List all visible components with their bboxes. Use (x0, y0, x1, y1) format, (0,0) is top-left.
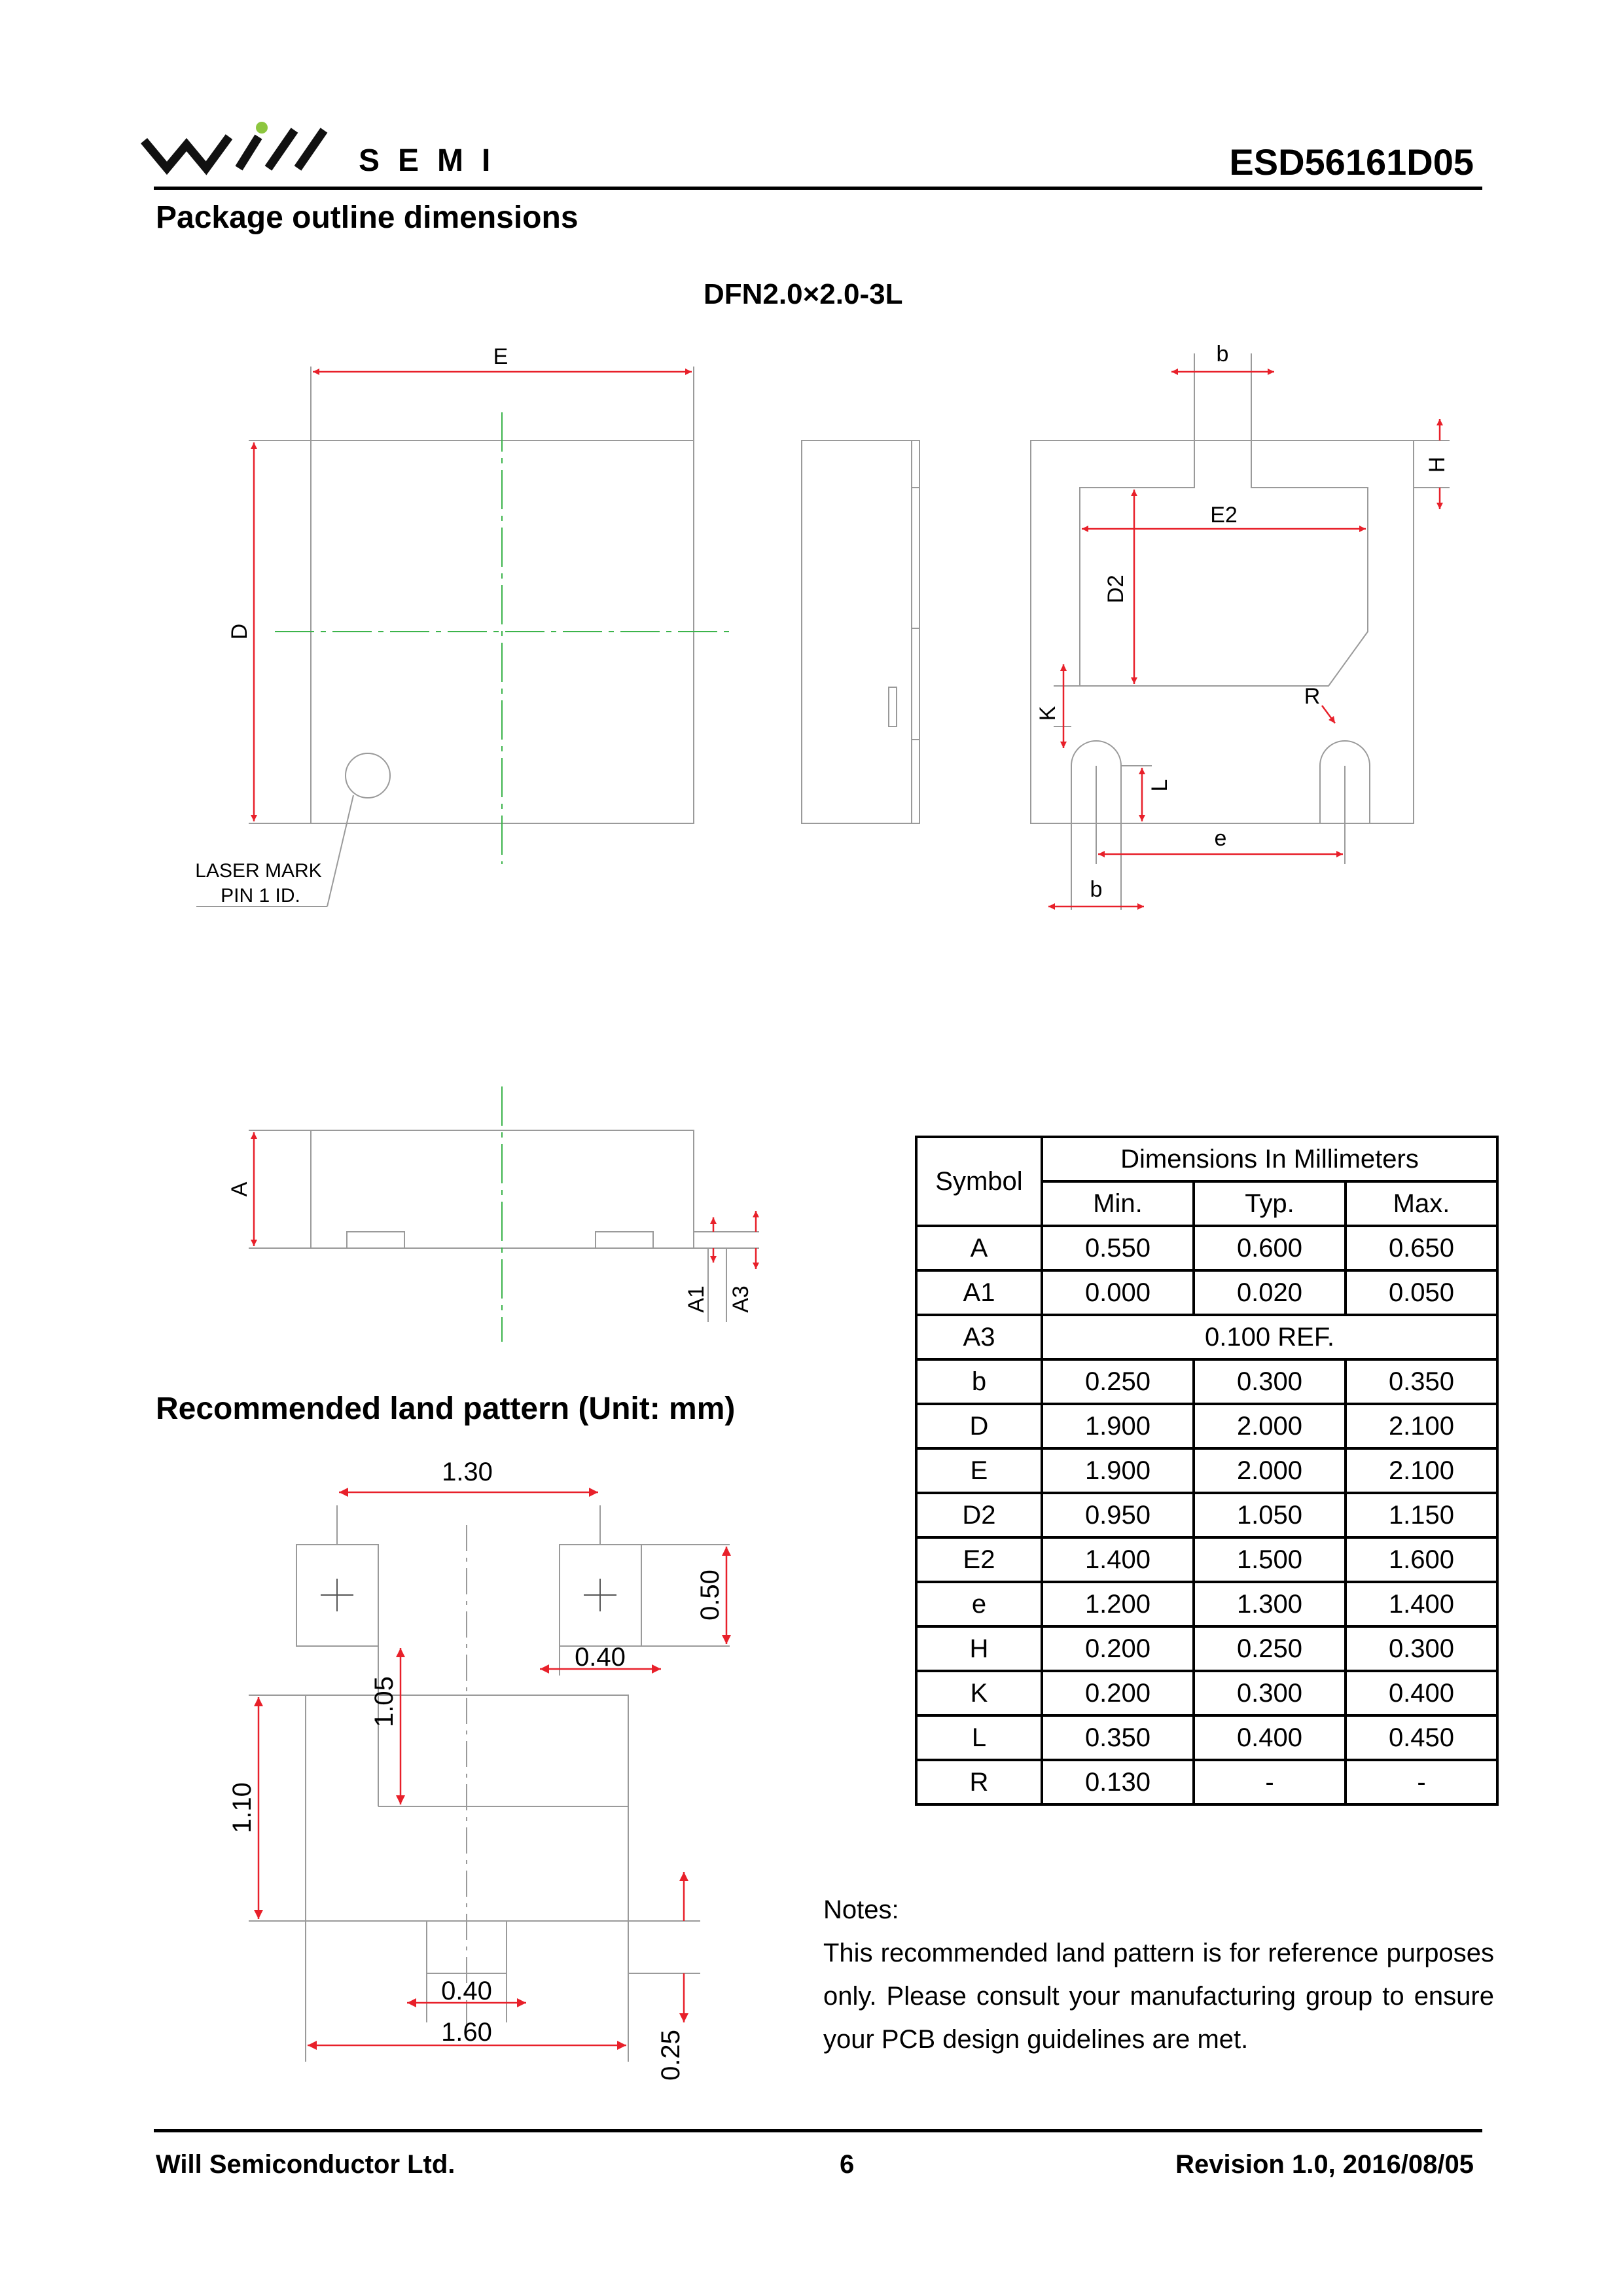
symbol-cell: E2 (916, 1537, 1042, 1582)
dimensions-table (915, 1136, 1499, 1806)
pin1-id-label: PIN 1 ID. (221, 885, 300, 906)
top-view (249, 367, 694, 823)
notes-body: This recommended land pattern is for reference purposes only. Please consult your manufacturing group to ensure your PCB design guidelines are met. (823, 1939, 1494, 2054)
symbol-cell: A3 (916, 1315, 1042, 1359)
symbol-cell: K (916, 1671, 1042, 1715)
dim-0-40-bottom: 0.40 (441, 1977, 492, 2005)
land-pattern-title: Recommended land pattern (Unit: mm) (156, 1391, 736, 1426)
top-view-centerlines (275, 412, 730, 864)
table-row (916, 1671, 1497, 1715)
typ-value-cell: 0.600 (1194, 1226, 1346, 1270)
min-value-cell: 0.250 (1042, 1359, 1194, 1404)
col-typ-header: Typ. (1194, 1181, 1346, 1226)
max-value-cell: 1.400 (1346, 1582, 1497, 1626)
label-A3: A3 (728, 1285, 753, 1313)
table-row (916, 1760, 1497, 1804)
laser-mark-label: LASER MARK (195, 860, 322, 882)
table-row (916, 1404, 1497, 1448)
symbol-cell: H (916, 1626, 1042, 1671)
min-value-cell: 0.200 (1042, 1671, 1194, 1715)
footer-rule (154, 2129, 1482, 2132)
typ-value-cell: 1.050 (1194, 1493, 1346, 1537)
notes (823, 1888, 1494, 2061)
symbol-cell: A (916, 1226, 1042, 1270)
min-value-cell: 0.000 (1042, 1270, 1194, 1315)
symbol-cell: D2 (916, 1493, 1042, 1537)
symbol-cell: D (916, 1404, 1042, 1448)
label-D2: D2 (1103, 575, 1128, 603)
typ-value-cell: 2.000 (1194, 1404, 1346, 1448)
max-value-cell: 0.050 (1346, 1270, 1497, 1315)
table-header-row (916, 1137, 1497, 1181)
label-H: H (1425, 456, 1450, 473)
typ-value-cell: - (1194, 1760, 1346, 1804)
label-A: A (227, 1181, 252, 1197)
side-view-narrow (802, 440, 919, 823)
max-value-cell: 2.100 (1346, 1404, 1497, 1448)
label-e: e (1214, 826, 1227, 851)
min-value-cell: 1.900 (1042, 1404, 1194, 1448)
label-L: L (1147, 779, 1172, 792)
typ-value-cell: 1.500 (1194, 1537, 1346, 1582)
table-row (916, 1359, 1497, 1404)
min-value-cell: 1.900 (1042, 1448, 1194, 1493)
dim-1-05: 1.05 (370, 1676, 399, 1727)
dim-0-50: 0.50 (696, 1570, 724, 1621)
symbol-cell: E (916, 1448, 1042, 1493)
col-max-header: Max. (1346, 1181, 1497, 1226)
footer-revision: Revision 1.0, 2016/08/05 (1175, 2150, 1474, 2179)
label-R: R (1304, 684, 1321, 709)
min-value-cell: 1.400 (1042, 1537, 1194, 1582)
table-row (916, 1537, 1497, 1582)
package-name: DFN2.0×2.0-3L (704, 278, 903, 310)
max-value-cell: - (1346, 1760, 1497, 1804)
table-row (916, 1315, 1497, 1359)
symbol-cell: e (916, 1582, 1042, 1626)
min-value-cell: 1.200 (1042, 1582, 1194, 1626)
label-b-top: b (1216, 342, 1229, 367)
max-value-cell: 0.650 (1346, 1226, 1497, 1270)
min-value-cell: 0.950 (1042, 1493, 1194, 1537)
table-row (916, 1448, 1497, 1493)
table-row (916, 1582, 1497, 1626)
symbol-cell: R (916, 1760, 1042, 1804)
min-value-cell: 0.350 (1042, 1715, 1194, 1760)
typ-value-cell: 0.400 (1194, 1715, 1346, 1760)
symbol-cell: L (916, 1715, 1042, 1760)
max-value-cell: 0.450 (1346, 1715, 1497, 1760)
max-value-cell: 2.100 (1346, 1448, 1497, 1493)
table-row (916, 1715, 1497, 1760)
min-value-cell: 0.130 (1042, 1760, 1194, 1804)
part-number: ESD56161D05 (1229, 141, 1474, 183)
min-value-cell: 0.200 (1042, 1626, 1194, 1671)
typ-value-cell: 1.300 (1194, 1582, 1346, 1626)
span-value-cell: 0.100 REF. (1042, 1315, 1497, 1359)
will-logo-icon (141, 121, 344, 180)
symbol-cell: A1 (916, 1270, 1042, 1315)
col-min-header: Min. (1042, 1181, 1194, 1226)
typ-value-cell: 0.300 (1194, 1359, 1346, 1404)
logo-text: SEMI (359, 143, 509, 178)
land-pattern-drawing (0, 1440, 785, 2094)
group-header: Dimensions In Millimeters (1042, 1137, 1497, 1181)
typ-value-cell: 2.000 (1194, 1448, 1346, 1493)
label-K: K (1035, 706, 1060, 721)
symbol-header: Symbol (916, 1137, 1042, 1226)
min-value-cell: 0.550 (1042, 1226, 1194, 1270)
section-title: Package outline dimensions (156, 200, 579, 235)
bottom-view (1031, 353, 1450, 910)
side-elevation-view (249, 1130, 759, 1322)
max-value-cell: 1.150 (1346, 1493, 1497, 1537)
table-row (916, 1270, 1497, 1315)
max-value-cell: 0.350 (1346, 1359, 1497, 1404)
max-value-cell: 0.400 (1346, 1671, 1497, 1715)
dim-1-10: 1.10 (228, 1782, 257, 1833)
label-E2: E2 (1210, 503, 1238, 528)
label-b-bottom: b (1090, 877, 1103, 902)
typ-value-cell: 0.250 (1194, 1626, 1346, 1671)
label-A1: A1 (684, 1285, 709, 1313)
dim-0-25: 0.25 (656, 2030, 685, 2081)
dim-1-30: 1.30 (442, 1458, 493, 1486)
table-row (916, 1226, 1497, 1270)
max-value-cell: 0.300 (1346, 1626, 1497, 1671)
header-rule (154, 187, 1482, 190)
table-row (916, 1493, 1497, 1537)
footer-page-number: 6 (840, 2150, 855, 2179)
notes-title: Notes: (823, 1895, 899, 1924)
typ-value-cell: 0.020 (1194, 1270, 1346, 1315)
typ-value-cell: 0.300 (1194, 1671, 1346, 1715)
symbol-cell: b (916, 1359, 1042, 1404)
footer-company: Will Semiconductor Ltd. (156, 2150, 455, 2179)
dim-0-40-top: 0.40 (575, 1643, 626, 1672)
max-value-cell: 1.600 (1346, 1537, 1497, 1582)
label-E: E (493, 344, 508, 369)
table-row (916, 1626, 1497, 1671)
label-D: D (227, 623, 252, 640)
dim-1-60: 1.60 (441, 2018, 492, 2047)
